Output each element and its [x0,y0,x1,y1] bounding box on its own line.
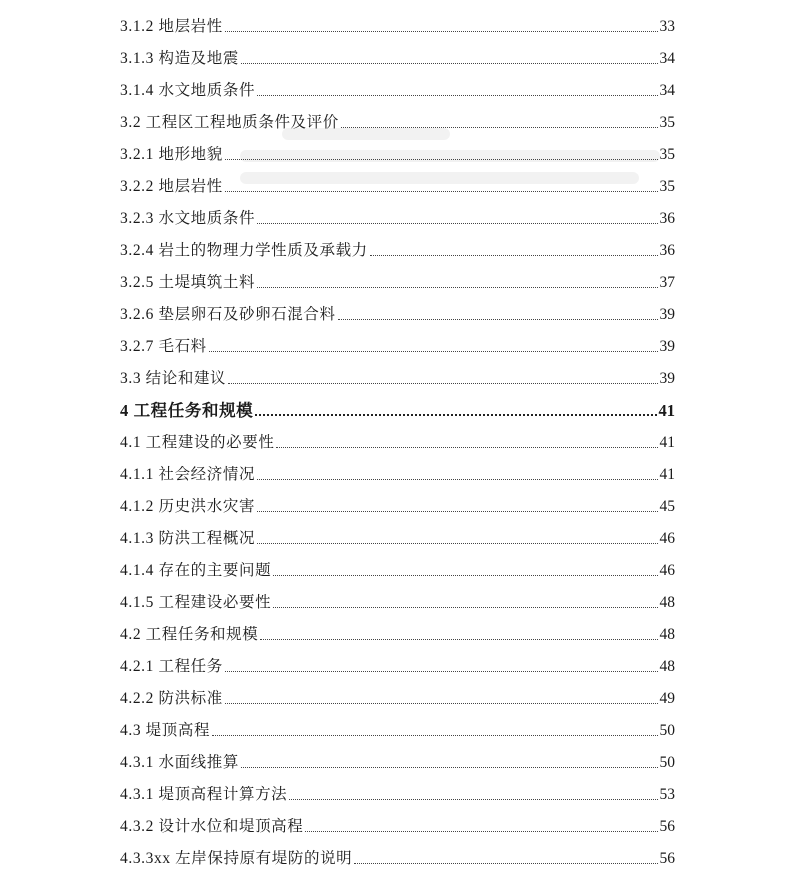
toc-entry[interactable] [120,840,675,872]
toc-entry[interactable] [120,232,675,264]
toc-entry-label: 3.3 结论和建议 [120,370,227,387]
toc-dot-leader [209,351,658,352]
toc-entry-page-number: 50 [659,722,675,739]
toc-entry-label: 3.2.6 垫层卵石及砂卵石混合料 [120,306,336,323]
toc-entry-page-number: 45 [659,498,675,515]
toc-dot-leader [257,223,657,224]
toc-entry[interactable] [120,680,675,712]
toc-entry[interactable] [120,616,675,648]
toc-entry-label: 4.3.1 堤顶高程计算方法 [120,786,288,803]
table-of-contents [120,8,675,872]
toc-dot-leader [276,447,657,448]
toc-entry-page-number: 39 [659,306,675,323]
toc-dot-leader [228,383,657,384]
toc-entry-label: 4 工程任务和规模 [120,401,254,420]
toc-entry[interactable] [120,104,675,136]
toc-entry-page-number: 48 [659,594,675,611]
toc-entry[interactable] [120,8,675,40]
toc-entry[interactable] [120,648,675,680]
toc-entry[interactable] [120,776,675,808]
toc-entry[interactable] [120,360,675,392]
toc-entry-label: 4.1.3 防洪工程概况 [120,530,256,547]
toc-dot-leader [341,127,658,128]
toc-dot-leader [241,767,658,768]
toc-entry-label: 3.2.3 水文地质条件 [120,210,256,227]
toc-dot-leader [212,735,657,736]
toc-entry-label: 3.1.4 水文地质条件 [120,82,256,99]
toc-entry-label: 3.2.7 毛石料 [120,338,207,355]
toc-entry-page-number: 46 [659,562,675,579]
toc-entry-page-number: 41 [659,434,675,451]
toc-entry-label: 4.1.2 历史洪水灾害 [120,498,256,515]
toc-entry-label: 3.2.5 土堤填筑土料 [120,274,256,291]
toc-entry-label: 4.1.1 社会经济情况 [120,466,256,483]
toc-entry-label: 4.1.5 工程建设必要性 [120,594,272,611]
toc-dot-leader [255,414,656,416]
toc-entry-page-number: 36 [659,242,675,259]
toc-entry-label: 4.1.4 存在的主要问题 [120,562,272,579]
toc-entry-label: 4.3 堤顶高程 [120,722,211,739]
toc-entry[interactable] [120,40,675,72]
toc-entry[interactable] [120,744,675,776]
toc-entry[interactable] [120,296,675,328]
toc-entry-page-number: 56 [659,818,675,835]
toc-dot-leader [370,255,658,256]
toc-dot-leader [257,95,657,96]
toc-dot-leader [257,479,657,480]
toc-dot-leader [225,191,658,192]
toc-entry[interactable] [120,136,675,168]
toc-entry-label: 3.2.1 地形地貌 [120,146,223,163]
toc-entry[interactable] [120,808,675,840]
toc-entry-page-number: 48 [659,626,675,643]
toc-entry-page-number: 49 [659,690,675,707]
toc-dot-leader [257,543,657,544]
toc-dot-leader [257,287,657,288]
toc-dot-leader [338,319,658,320]
toc-entry-page-number: 39 [659,370,675,387]
toc-entry-label: 3.2.2 地层岩性 [120,178,223,195]
toc-dot-leader [260,639,657,640]
toc-entry[interactable] [120,552,675,584]
toc-entry[interactable] [120,264,675,296]
toc-entry-page-number: 50 [659,754,675,771]
toc-entry-page-number: 41 [659,466,675,483]
toc-entry[interactable] [120,712,675,744]
toc-entry-label: 3.1.3 构造及地震 [120,50,239,67]
toc-dot-leader [305,831,657,832]
toc-entry-page-number: 33 [659,18,675,35]
toc-dot-leader [273,575,657,576]
toc-entry[interactable] [120,328,675,360]
toc-entry[interactable] [120,488,675,520]
toc-entry-page-number: 35 [659,178,675,195]
toc-entry[interactable] [120,584,675,616]
toc-entry-label: 3.2 工程区工程地质条件及评价 [120,114,339,131]
toc-entry[interactable] [120,392,675,424]
toc-entry[interactable] [120,168,675,200]
toc-entry-page-number: 35 [659,146,675,163]
toc-entry-page-number: 35 [659,114,675,131]
toc-entry-label: 4.2 工程任务和规模 [120,626,259,643]
toc-dot-leader [289,799,657,800]
toc-entry-page-number: 37 [659,274,675,291]
toc-entry-page-number: 53 [659,786,675,803]
toc-entry-page-number: 46 [659,530,675,547]
toc-dot-leader [225,671,658,672]
toc-entry-page-number: 56 [659,850,675,867]
toc-entry-page-number: 34 [659,82,675,99]
toc-entry-label: 4.2.2 防洪标准 [120,690,223,707]
toc-entry-label: 4.1 工程建设的必要性 [120,434,275,451]
toc-entry-label: 3.2.4 岩土的物理力学性质及承载力 [120,242,368,259]
toc-entry-page-number: 36 [659,210,675,227]
toc-entry-label: 4.2.1 工程任务 [120,658,223,675]
toc-entry-label: 4.3.1 水面线推算 [120,754,239,771]
toc-entry-page-number: 41 [658,401,675,420]
toc-entry[interactable] [120,520,675,552]
toc-dot-leader [225,31,658,32]
toc-dot-leader [354,863,657,864]
toc-dot-leader [273,607,657,608]
toc-dot-leader [257,511,657,512]
toc-dot-leader [241,63,658,64]
toc-entry-page-number: 48 [659,658,675,675]
toc-entry[interactable] [120,456,675,488]
toc-entry-page-number: 34 [659,50,675,67]
toc-entry[interactable] [120,72,675,104]
toc-entry-page-number: 39 [659,338,675,355]
toc-dot-leader [225,159,658,160]
toc-entry[interactable] [120,200,675,232]
toc-entry-label: 4.3.3xx 左岸保持原有堤防的说明 [120,850,353,867]
toc-dot-leader [225,703,658,704]
toc-entry[interactable] [120,424,675,456]
toc-entry-label: 4.3.2 设计水位和堤顶高程 [120,818,304,835]
toc-entry-label: 3.1.2 地层岩性 [120,18,223,35]
